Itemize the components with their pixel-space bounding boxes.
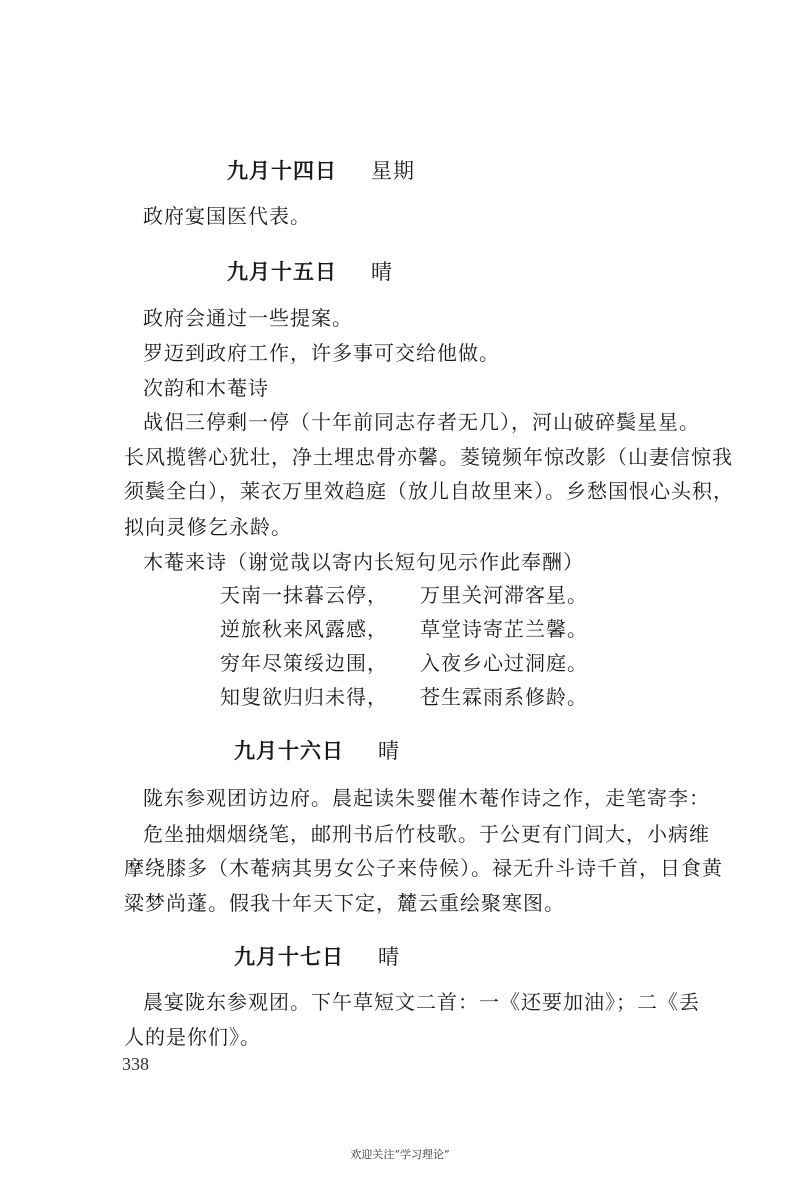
poem-line-left: 知叟欲归归未得， bbox=[220, 685, 388, 709]
date: 九月十六日 bbox=[234, 738, 344, 763]
poem-line-right: 万里关河滞客星。 bbox=[420, 583, 588, 607]
text-line: 人的是你们》。 bbox=[124, 1025, 261, 1049]
date-heading bbox=[234, 941, 400, 971]
poem-line-right: 苍生霖雨系修龄。 bbox=[420, 685, 588, 709]
poem-line-left: 穷年尽策绥边围， bbox=[220, 651, 388, 675]
text-line: 长风揽辔心犹壮，净土埋忠骨亦馨。菱镜频年惊改影（山妻信惊我 bbox=[124, 445, 733, 469]
poem-line-right: 入夜乡心过洞庭。 bbox=[420, 651, 588, 675]
text-line: 政府宴国医代表。 bbox=[143, 204, 311, 228]
date: 九月十七日 bbox=[234, 944, 344, 969]
text-line: 政府会通过一些提案。 bbox=[143, 306, 353, 330]
weather: 晴 bbox=[371, 260, 393, 284]
text-line: 次韵和木菴诗 bbox=[143, 376, 269, 400]
text-line: 战侣三停剩一停（十年前同志存者无几），河山破碎鬓星星。 bbox=[143, 410, 700, 434]
weather: 晴 bbox=[378, 739, 400, 763]
weather: 晴 bbox=[378, 945, 400, 969]
date: 九月十五日 bbox=[227, 259, 337, 284]
weather: 星期 bbox=[371, 159, 415, 183]
poem-line-left: 逆旅秋来风露感， bbox=[220, 617, 388, 641]
text-line: 罗迈到政府工作，许多事可交给他做。 bbox=[143, 341, 500, 365]
text-line: 木菴来诗（谢觉哉以寄内长短句见示作此奉酬） bbox=[143, 550, 584, 574]
text-line: 晨宴陇东参观团。下午草短文二首：一《还要加油》；二《丢 bbox=[143, 990, 700, 1014]
text-line: 须鬓全白），莱衣万里效趋庭（放儿自故里来）。乡愁国恨心头积， bbox=[124, 479, 734, 503]
text-line: 粱梦尚蓬。假我十年天下定，麓云重绘聚寒图。 bbox=[124, 891, 565, 915]
text-line: 拟向灵修乞永龄。 bbox=[124, 515, 292, 539]
text-line: 危坐抽烟烟绕笔，邮刑书后竹枝歌。于公更有门闾大，小病维 bbox=[143, 822, 710, 846]
date: 九月十四日 bbox=[227, 158, 337, 183]
text-line: 摩绕膝多（木菴病其男女公子来侍候）。禄无升斗诗千首，日食黄 bbox=[124, 856, 723, 880]
date-heading bbox=[234, 735, 400, 765]
footer-caption: 欢迎关注“学习理论” bbox=[350, 1148, 450, 1161]
page-number: 338 bbox=[122, 1054, 149, 1074]
poem-line-right: 草堂诗寄芷兰馨。 bbox=[420, 617, 588, 641]
date-heading bbox=[227, 256, 393, 286]
text-line: 陇东参观团访边府。晨起读朱婴催木菴作诗之作，走笔寄李： bbox=[143, 786, 710, 810]
date-heading bbox=[227, 155, 415, 185]
poem-line-left: 天南一抹暮云停， bbox=[220, 583, 388, 607]
